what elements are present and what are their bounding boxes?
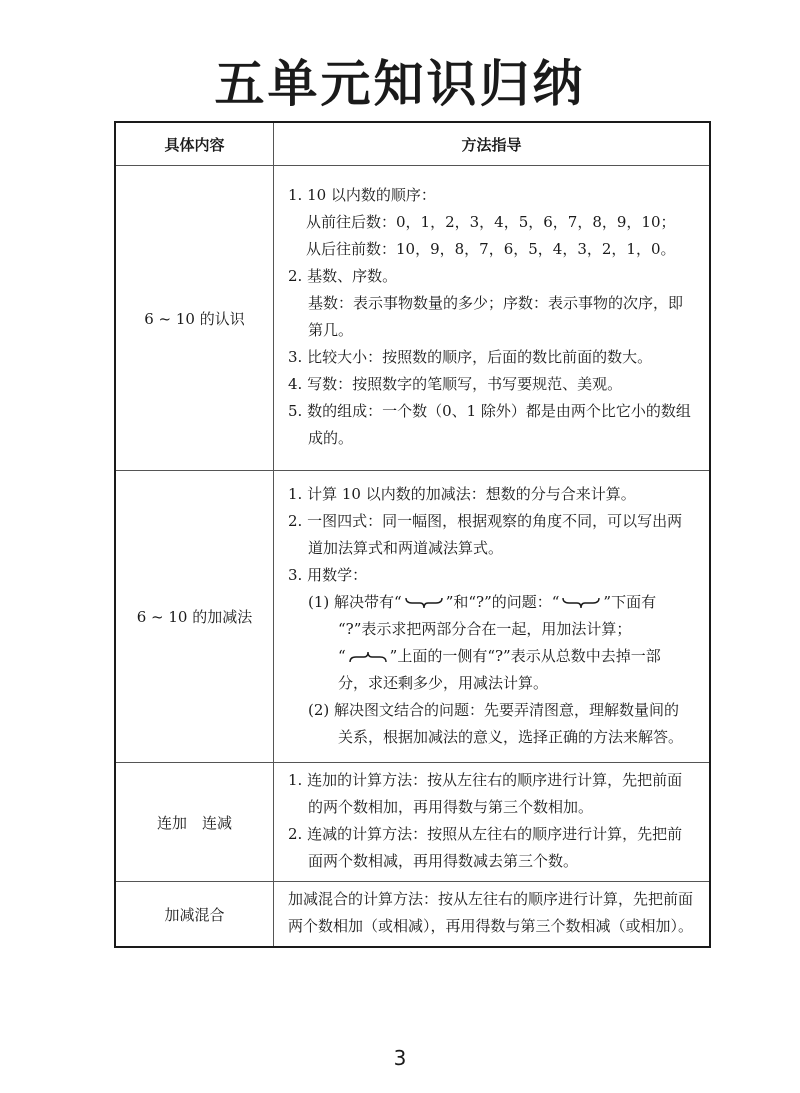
text-segment: ”上面的一侧有“?”表示从总数中去掉一部 [389, 646, 661, 665]
text-line: 2. 基数、序数。 [288, 267, 398, 285]
row-topic: 6 ~ 10 的加减法 [115, 471, 274, 763]
text-line: 的两个数相加，再用得数与第三个数相加。 [308, 798, 594, 816]
text-line: 关系，根据加减法的意义，选择正确的方法来解答。 [338, 727, 684, 746]
text-line: 面两个数相减，再用得数减去第三个数。 [308, 852, 579, 870]
text-line: 2. 连减的计算方法：按照从左往右的顺序进行计算，先把前 [288, 825, 683, 843]
text-line: 从后往前数：10，9，8，7，6，5，4，3，2，1，0。 [306, 240, 676, 258]
header-content: 具体内容 [115, 122, 274, 166]
text-segment: “ [338, 646, 346, 665]
row-topic: 加减混合 [115, 882, 274, 948]
header-method: 方法指导 [274, 122, 711, 166]
knowledge-table [114, 121, 711, 948]
text-line: 1. 连加的计算方法：按从左往右的顺序进行计算，先把前面 [288, 771, 683, 789]
row-method [274, 763, 711, 882]
text-line: 4. 写数：按照数字的笔顺写，书写要规范、美观。 [288, 375, 623, 393]
text-line: 加减混合的计算方法：按从左往右的顺序进行计算，先把前面 [288, 890, 694, 908]
text-line: 分，求还剩多少，用减法计算。 [338, 673, 549, 692]
text-segment: ”下面有 [603, 592, 657, 611]
row-method [274, 166, 711, 471]
table-header-row [115, 122, 710, 166]
text-line: 第几。 [308, 321, 354, 339]
brace-icon [348, 650, 388, 664]
table-row [115, 882, 710, 948]
page-number: 3 [393, 1046, 407, 1070]
brace-icon [404, 596, 444, 610]
row-topic: 连加 连减 [115, 763, 274, 882]
table-row [115, 763, 710, 882]
text-line: 成的。 [308, 429, 354, 447]
text-segment: ”和“?”的问题：“ [445, 592, 560, 611]
row-method [274, 882, 711, 948]
brace-icon [561, 596, 601, 610]
text-line: “?”表示求把两部分合在一起，用加法计算； [338, 619, 632, 638]
text-line [288, 643, 699, 670]
page-title: 五单元知识归纳 [214, 55, 586, 113]
text-line: 2. 一图四式：同一幅图，根据观察的角度不同，可以写出两 [288, 511, 683, 530]
text-line: 5. 数的组成：一个数（0、1 除外）都是由两个比它小的数组 [288, 402, 691, 420]
table-row [115, 471, 710, 763]
text-line: (2) 解决图文结合的问题：先要弄清图意，理解数量间的 [308, 700, 680, 719]
text-line: 道加法算式和两道减法算式。 [308, 538, 504, 557]
text-line: 1. 计算 10 以内数的加减法：想数的分与合来计算。 [288, 484, 636, 503]
row-method [274, 471, 711, 763]
text-line: 1. 10 以内数的顺序： [288, 186, 436, 204]
text-line: 从前往后数：0，1，2，3，4，5，6，7，8，9，10； [306, 213, 676, 231]
text-line [288, 589, 699, 616]
text-segment: (1) 解决带有“ [308, 592, 402, 611]
text-line: 两个数相加（或相减），再用得数与第三个数相减（或相加）。 [288, 917, 694, 935]
row-topic: 6 ~ 10 的认识 [115, 166, 274, 471]
text-line: 基数：表示事物数量的多少；序数：表示事物的次序，即 [308, 294, 684, 312]
table-row [115, 166, 710, 471]
text-line: 3. 比较大小：按照数的顺序，后面的数比前面的数大。 [288, 348, 653, 366]
text-line: 3. 用数学： [288, 565, 368, 584]
